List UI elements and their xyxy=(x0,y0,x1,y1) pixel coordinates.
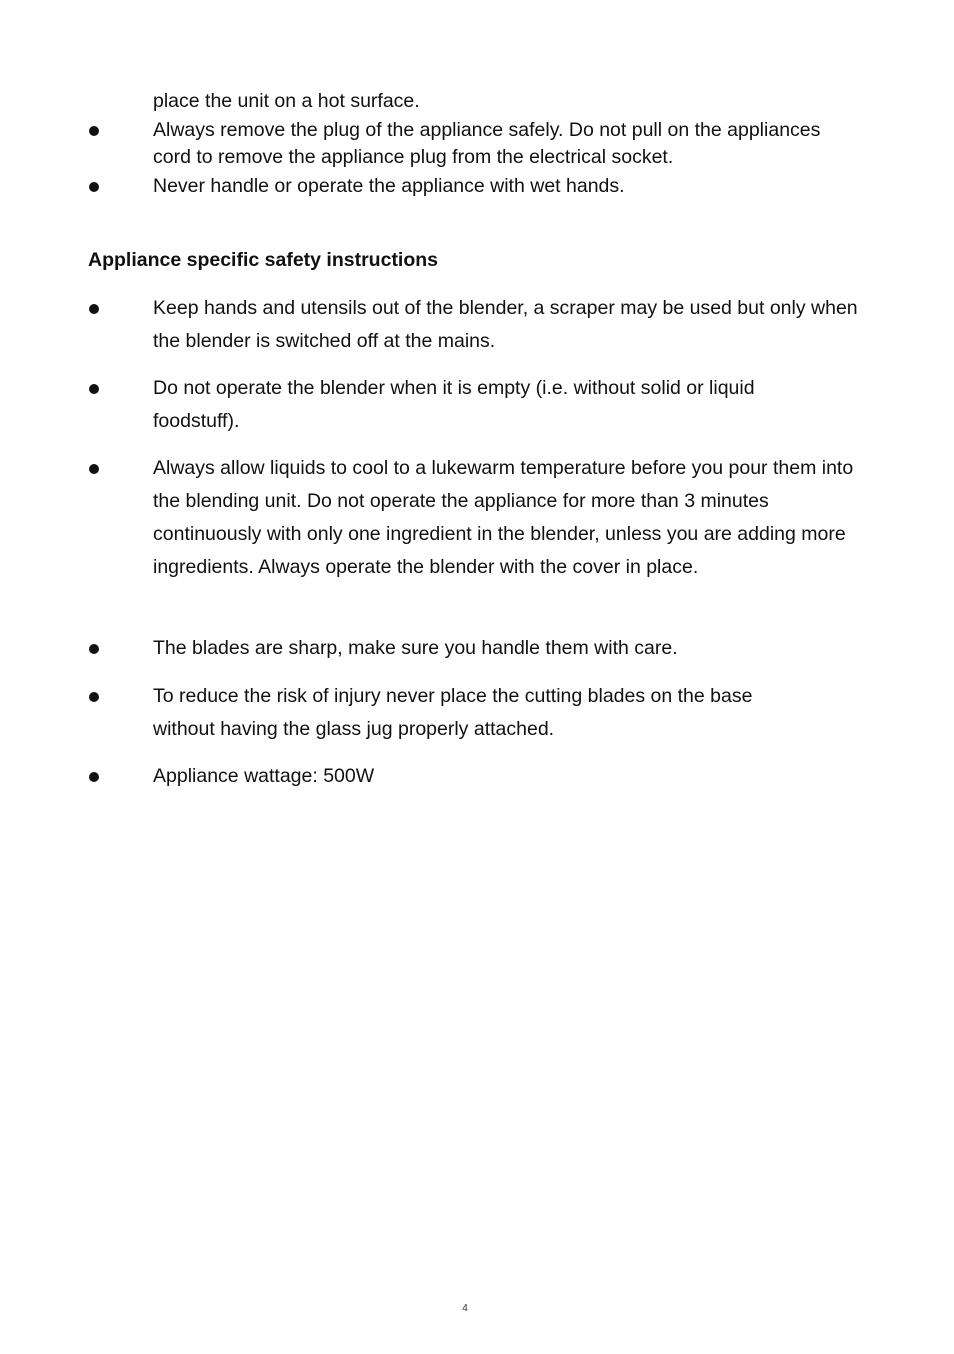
bullet-icon xyxy=(89,304,99,314)
continuation-text: place the unit on a hot surface. xyxy=(153,90,420,112)
list-item: Appliance wattage: 500W xyxy=(153,765,375,787)
bullet-icon xyxy=(89,644,99,654)
bullet-icon xyxy=(89,126,99,136)
list-item: Always allow liquids to cool to a lukewarm temperature before you pour them into the blending unit. Do not operate the appliance for more than 3 minutes continuously with only one ingredient in the blender, unless you are adding more ingredients. Always operate the blender with the cover in place. xyxy=(153,457,854,578)
bullet-icon xyxy=(89,772,99,782)
section-heading: Appliance specific safety instructions xyxy=(88,249,439,271)
bullet-icon xyxy=(89,384,99,394)
page-number: 4 xyxy=(462,1303,468,1314)
bullet-icon xyxy=(89,692,99,702)
list-item: To reduce the risk of injury never place the cutting blades on the base without having the glass jug properly attached. xyxy=(153,685,753,740)
list-item: Always remove the plug of the appliance safely. Do not pull on the appliances cord to remove the appliance plug from the electrical socket. xyxy=(153,119,821,168)
bullet-icon xyxy=(89,464,99,474)
list-item: The blades are sharp, make sure you handle them with care. xyxy=(153,637,678,659)
list-item: Never handle or operate the appliance with wet hands. xyxy=(153,175,625,197)
list-item: Keep hands and utensils out of the blender, a scraper may be used but only when the blender is switched off at the mains. xyxy=(153,297,858,352)
list-item: Do not operate the blender when it is empty (i.e. without solid or liquid foodstuff). xyxy=(153,377,755,432)
bullet-icon xyxy=(89,182,99,192)
